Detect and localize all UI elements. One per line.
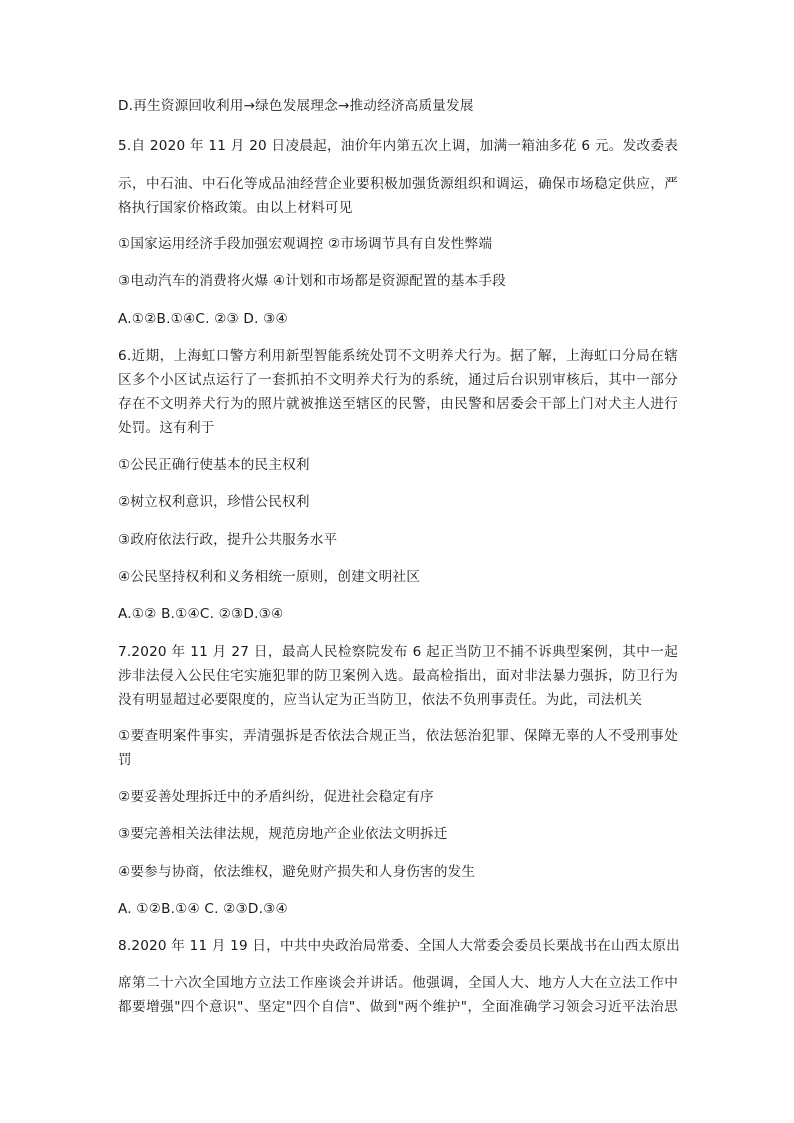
q5-options-3-4: ③电动汽车的消费将火爆 ④计划和市场都是资源配置的基本手段 [118, 273, 506, 289]
question-7-line-1: 7.2020 年 11 月 27 日，最高人民检察院发布 6 起正当防卫不捕不诉典型案例，其中一起 [118, 644, 678, 660]
q6-option-1: ①公民正确行使基本的民主权利 [118, 457, 310, 473]
q6-option-2: ②树立权利意识，珍惜公民权利 [118, 494, 310, 510]
question-6-line-1: 6.近期，上海虹口警方利用新型智能系统处罚不文明养犬行为。据了解，上海虹口分局在辖 [118, 348, 678, 364]
question-8-line-3: 都要增强"四个意识"、坚定"四个自信"、做到"两个维护"，全面准确学习领会习近平法治思 [118, 999, 678, 1015]
q6-answer-choices: A.①② B.①④C. ②③D.③④ [118, 606, 284, 622]
q6-option-4: ④公民坚持权利和义务相统一原则，创建文明社区 [118, 569, 421, 585]
question-7-line-3: 没有明显超过必要限度的，应当认定为正当防卫，依法不负刑事责任。为此，司法机关 [118, 692, 643, 708]
question-8-line-1: 8.2020 年 11 月 19 日，中共中央政治局常委、全国人大常委会委员长栗战书在山西太原出 [118, 938, 680, 954]
question-6-line-3: 存在不文明养犬行为的照片就被推送至辖区的民警，由民警和居委会干部上门对犬主人进行 [118, 396, 678, 412]
q6-option-3: ③政府依法行政，提升公共服务水平 [118, 532, 338, 548]
question-5-line-1: 5.自 2020 年 11 月 20 日凌晨起，油价年内第五次上调，加满一箱油多花 6 元。发改委表 [118, 138, 678, 154]
question-5-line-3: 格执行国家价格政策。由以上材料可见 [118, 200, 353, 216]
q7-option-2: ②要妥善处理拆迁中的矛盾纠纷，促进社会稳定有序 [118, 789, 434, 805]
q5-options-1-2: ①国家运用经济手段加强宏观调控 ②市场调节具有自发性弊端 [118, 236, 493, 252]
question-6-line-4: 处罚。这有利于 [118, 420, 215, 436]
line-option-d: D.再生资源回收利用→绿色发展理念→推动经济高质量发展 [118, 98, 474, 114]
q7-option-1-line-2: 罚 [118, 752, 132, 768]
question-7-line-2: 涉非法侵入公民住宅实施犯罪的防卫案例入选。最高检指出，面对非法暴力强拆，防卫行为 [118, 668, 678, 684]
q7-answer-choices: A. ①②B.①④ C. ②③D.③④ [118, 901, 288, 917]
q7-option-1-line-1: ①要查明案件事实，弄清强拆是否依法合规正当，依法惩治犯罪、保障无辜的人不受刑事处 [118, 728, 678, 744]
question-6-line-2: 区多个小区试点运行了一套抓拍不文明养犬行为的系统，通过后台识别审核后，其中一部分 [118, 372, 678, 388]
q5-answer-choices: A.①②B.①④C. ②③ D. ③④ [118, 311, 288, 327]
question-5-line-2: 示，中石油、中石化等成品油经营企业要积极加强货源组织和调运，确保市场稳定供应，严 [118, 176, 678, 192]
q7-option-4: ④要参与协商，依法维权，避免财产损失和人身伤害的发生 [118, 864, 476, 880]
q7-option-3: ③要完善相关法律法规，规范房地产企业依法文明拆迁 [118, 826, 448, 842]
question-8-line-2: 席第二十六次全国地方立法工作座谈会并讲话。他强调，全国人大、地方人大在立法工作中 [118, 975, 678, 991]
